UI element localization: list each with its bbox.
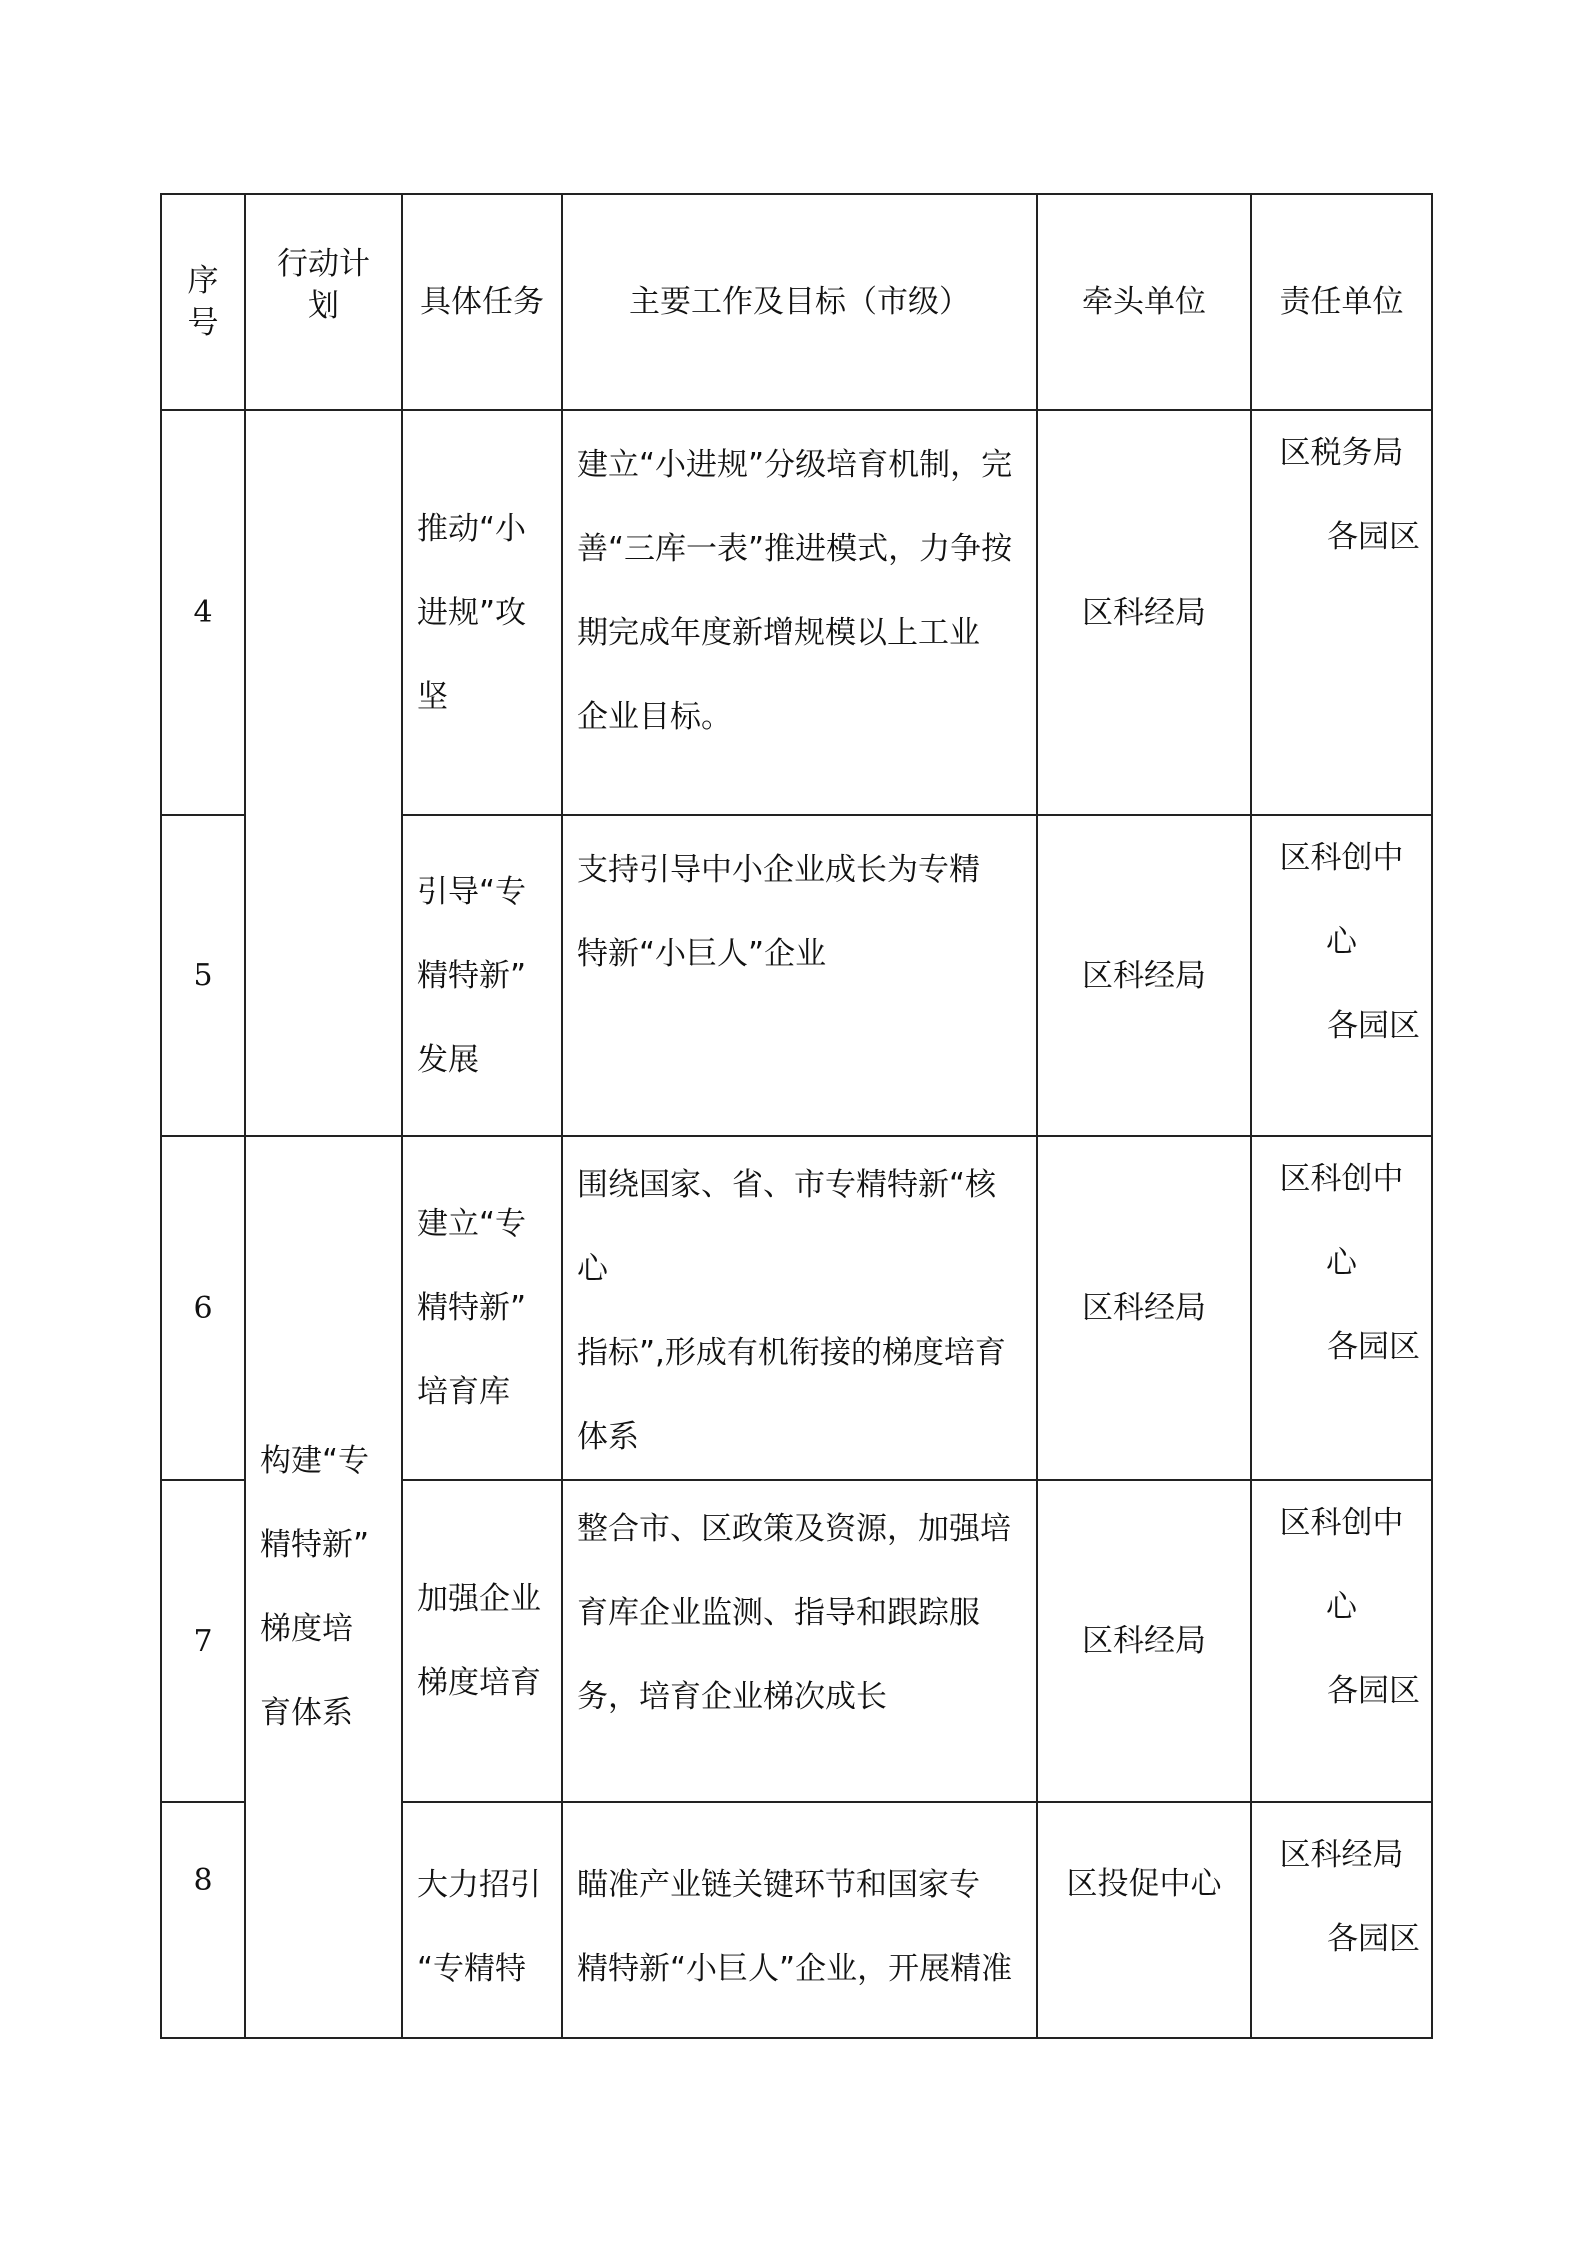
row-lead: 区科经局 — [1037, 1480, 1251, 1802]
row-task: 加强企业 梯度培育 — [402, 1480, 562, 1802]
row-lead: 区科经局 — [1037, 815, 1251, 1136]
plan-cell-empty — [245, 410, 402, 1136]
header-row — [161, 194, 1432, 410]
row-seq: 6 — [161, 1136, 245, 1480]
row-resp: 区科经局 各园区 — [1251, 1802, 1432, 2038]
table-row — [161, 410, 1432, 815]
row-work: 建立“小进规”分级培育机制，完 善“三库一表”推进模式，力争按 期完成年度新增规模以上工业 企业目标。 — [562, 410, 1037, 815]
row-seq: 7 — [161, 1480, 245, 1802]
row-resp: 区税务局 各园区 — [1251, 410, 1432, 815]
row-lead: 区科经局 — [1037, 1136, 1251, 1480]
table-row — [161, 1136, 1432, 1480]
row-task: 大力招引 “专精特 — [402, 1802, 562, 2038]
header-work: 主要工作及目标（市级） — [562, 194, 1037, 410]
row-lead: 区科经局 — [1037, 410, 1251, 815]
row-resp: 区科创中 心 各园区 — [1251, 815, 1432, 1136]
header-plan: 行动计 划 — [245, 194, 402, 410]
row-seq: 5 — [161, 815, 245, 1136]
row-task: 推动“小 进规”攻 坚 — [402, 410, 562, 815]
row-seq: 8 — [161, 1802, 245, 2038]
row-work: 整合市、区政策及资源，加强培 育库企业监测、指导和跟踪服 务，培育企业梯次成长 — [562, 1480, 1037, 1802]
row-resp: 区科创中 心 各园区 — [1251, 1480, 1432, 1802]
action-plan-table — [160, 193, 1433, 2039]
header-resp: 责任单位 — [1251, 194, 1432, 410]
row-lead: 区投促中心 — [1037, 1802, 1251, 2038]
header-seq: 序 号 — [161, 194, 245, 410]
row-work: 围绕国家、省、市专精特新“核心 指标”,形成有机衔接的梯度培育 体系 — [562, 1136, 1037, 1480]
row-work: 支持引导中小企业成长为专精 特新“小巨人”企业 — [562, 815, 1037, 1136]
plan-cell-group: 构建“专 精特新” 梯度培 育体系 — [245, 1136, 402, 2038]
header-lead: 牵头单位 — [1037, 194, 1251, 410]
row-task: 建立“专 精特新” 培育库 — [402, 1136, 562, 1480]
row-task: 引导“专 精特新” 发展 — [402, 815, 562, 1136]
row-seq: 4 — [161, 410, 245, 815]
header-task: 具体任务 — [402, 194, 562, 410]
row-work: 瞄准产业链关键环节和国家专 精特新“小巨人”企业，开展精准 — [562, 1802, 1037, 2038]
row-resp: 区科创中 心 各园区 — [1251, 1136, 1432, 1480]
